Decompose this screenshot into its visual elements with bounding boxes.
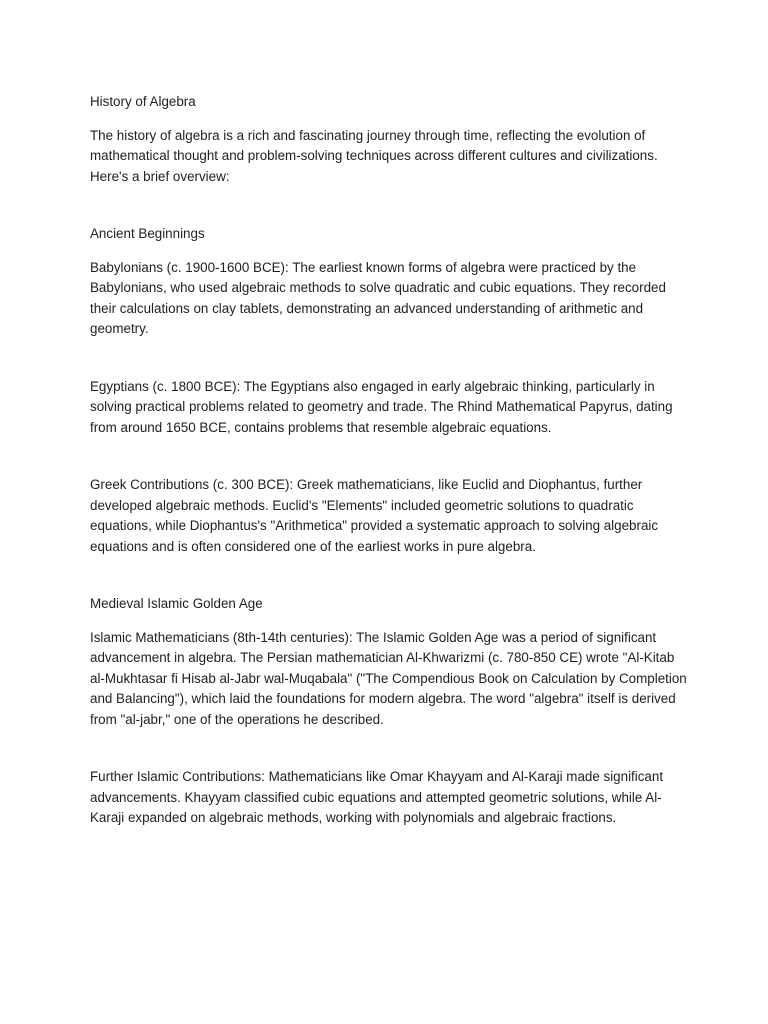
section-gap [90,200,688,224]
paragraph-egyptians: Egyptians (c. 1800 BCE): The Egyptians also engaged in early algebraic thinking, particularly in solving practical problems related to geometry and trade. The Rhind Mathematical Papyrus, dating from around 1650 BCE, contains problems that resemble algebraic equations. [90,378,673,435]
paragraph-gap [90,743,688,767]
paragraph-further-islamic: Further Islamic Contributions: Mathematicians like Omar Khayyam and Al-Karaji made significant advancements. Khayyam classified cubic equations and attempted geometric solutions, while Al-Karaji expanded on algebraic methods, working with polynomials and algebraic fractions. [90,769,664,825]
section-gap [90,570,688,594]
paragraph-babylonians: Babylonians (c. 1900-1600 BCE): The earliest known forms of algebra were practiced by the Babylonians, who used algebraic methods to solve quadratic and cubic equations. They recorded their calculations on clay tablets, demonstrating an advanced understanding of arithmetic and geometry. [90,259,666,336]
paragraph-gap [90,353,688,377]
paragraph-greek: Greek Contributions (c. 300 BCE): Greek mathematicians, like Euclid and Diophantus, further developed algebraic methods. Euclid's "Elements" included geometric solutions to quadratic equations, while Diophantus's "Arithmetica" provided a systematic approach to solving algebraic equations and is often considered one of the earliest works in pure algebra. [90,477,659,554]
document-title: History of Algebra [90,94,196,109]
paragraph-gap [90,451,688,475]
paragraph-islamic-mathematicians: Islamic Mathematicians (8th-14th centuries): The Islamic Golden Age was a period of significant advancement in algebra. The Persian mathematician Al-Khwarizmi (c. 780-850 CE) wrote "Al-Kitab al-Mukhtasar fi Hisab al-Jabr wal-Muqabala" ("The Compendious Book on Calculation by Completion and Balancing"), which laid the foundations for modern algebra. The word "algebra" itself is derived from "al-jabr," one of the operations he described. [90,629,687,727]
section-heading-ancient: Ancient Beginnings [90,226,205,241]
section-heading-islamic: Medieval Islamic Golden Age [90,596,263,611]
intro-paragraph: The history of algebra is a rich and fascinating journey through time, reflecting the evolution of mathematical thought and problem-solving techniques across different cultures and civilizations. Here's a brief overview: [90,127,658,184]
